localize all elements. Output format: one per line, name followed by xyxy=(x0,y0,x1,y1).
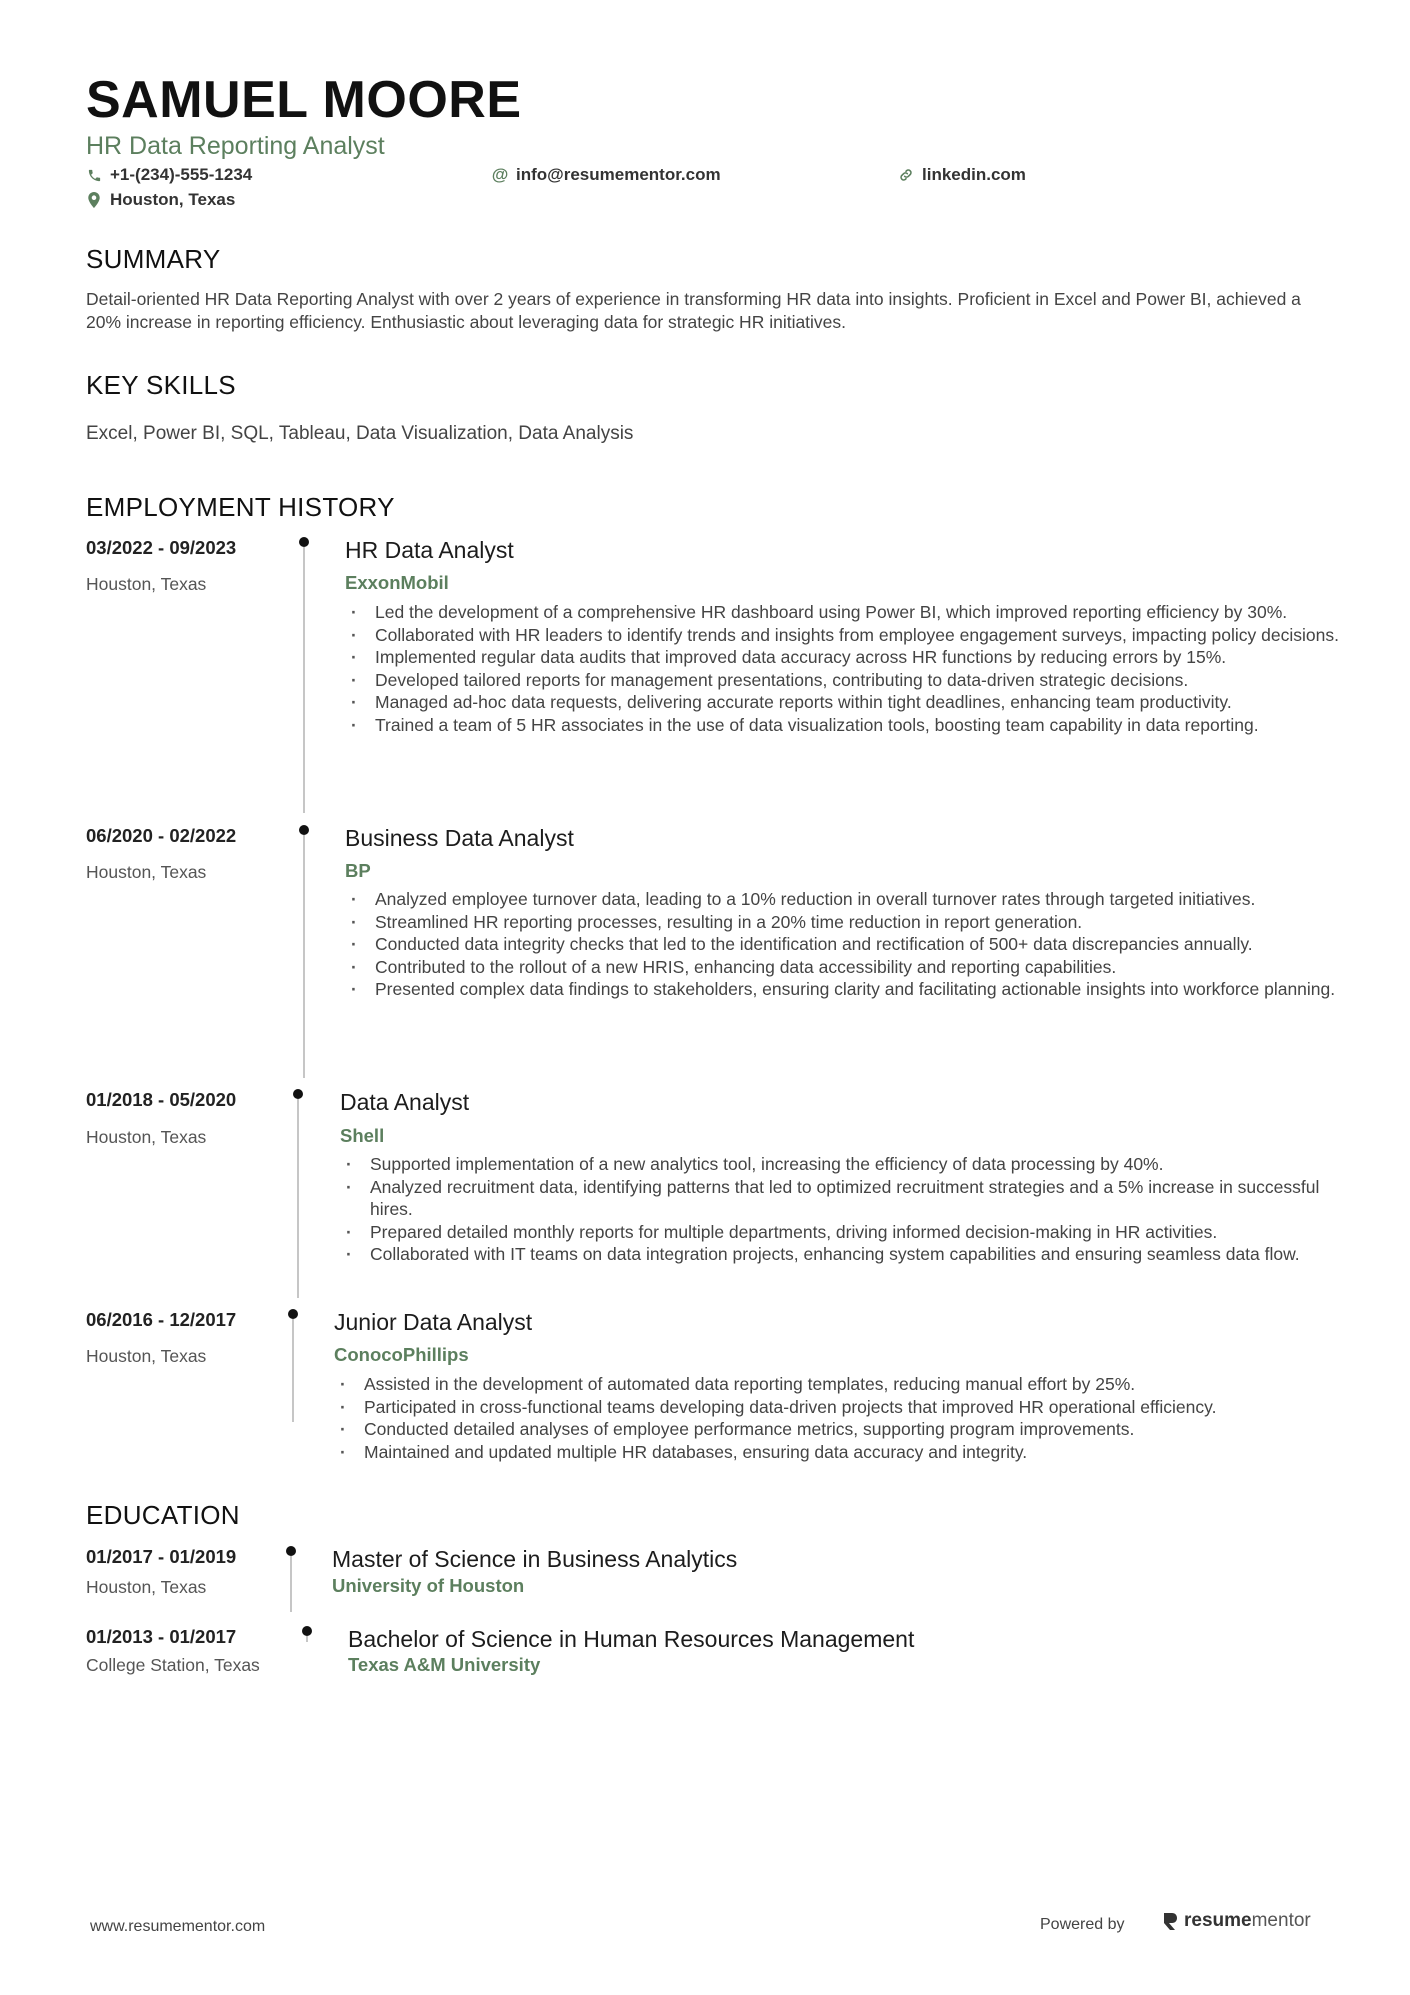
list-item: · Streamlined HR reporting processes, resulting in a 20% time reduction in report generation. xyxy=(345,911,1345,934)
footer-url[interactable]: www.resumementor.com xyxy=(90,1918,266,1935)
list-item: · Led the development of a comprehensive HR dashboard using Power BI, which improved reporting efficiency by 30%. xyxy=(345,601,1345,624)
timeline-dot xyxy=(288,1309,298,1319)
timeline-dot xyxy=(299,825,309,835)
job-title: Business Data Analyst xyxy=(345,825,574,851)
list-item: · Presented complex data findings to stakeholders, ensuring clarity and facilitating actionable insights into workforce planning. xyxy=(345,978,1345,1001)
education-location: College Station, Texas xyxy=(86,1655,260,1675)
brand-light: mentor xyxy=(1251,1910,1311,1931)
education-school: University of Houston xyxy=(332,1575,525,1596)
contact-linkedin xyxy=(898,165,1026,185)
brand-logo[interactable] xyxy=(1162,1910,1311,1932)
job-dates: 06/2016 - 12/2017 xyxy=(86,1309,237,1330)
skills-text: Excel, Power BI, SQL, Tableau, Data Visualization, Data Analysis xyxy=(86,423,634,444)
list-item: · Participated in cross-functional teams developing data-driven projects that improved HR operational efficiency. xyxy=(334,1396,1344,1419)
list-item: · Managed ad-hoc data requests, delivering accurate reports within tight deadlines, enhancing team productivity. xyxy=(345,691,1345,714)
job-bullets xyxy=(334,1373,1344,1463)
list-item: · Conducted detailed analyses of employee performance metrics, supporting program improvements. xyxy=(334,1418,1344,1441)
job-company: BP xyxy=(345,860,371,881)
brand-bold: resume xyxy=(1184,1910,1252,1931)
job-company: Shell xyxy=(340,1125,385,1146)
list-item: · Supported implementation of a new analytics tool, increasing the efficiency of data processing by 40%. xyxy=(340,1153,1345,1176)
list-item: · Trained a team of 5 HR associates in the use of data visualization tools, boosting team capability in data reporting. xyxy=(345,714,1345,737)
job-bullets xyxy=(340,1153,1345,1266)
list-item: · Collaborated with HR leaders to identify trends and insights from employee engagement surveys, impacting policy decisions. xyxy=(345,624,1345,647)
map-pin-icon xyxy=(86,192,102,208)
email-text[interactable]: info@resumementor.com xyxy=(516,165,721,184)
timeline-line xyxy=(306,1636,308,1642)
job-location: Houston, Texas xyxy=(86,1127,207,1147)
list-item: · Assisted in the development of automated data reporting templates, reducing manual effort by 25%. xyxy=(334,1373,1344,1396)
contact-phone xyxy=(86,165,252,185)
education-degree: Master of Science in Business Analytics xyxy=(332,1546,738,1572)
link-icon xyxy=(898,167,914,183)
timeline-line xyxy=(292,1319,294,1422)
summary-text: Detail-oriented HR Data Reporting Analyst with over 2 years of experience in transforming HR data into insights. Proficient in Excel and Power BI, achieved a 20% increase in reporting efficiency. Enthusiastic about leveraging data for strategic HR initiatives. xyxy=(86,289,1301,332)
candidate-title: HR Data Reporting Analyst xyxy=(86,132,385,160)
list-item: · Analyzed employee turnover data, leading to a 10% reduction in overall turnover rates through targeted initiatives. xyxy=(345,888,1345,911)
job-dates: 06/2020 - 02/2022 xyxy=(86,825,237,846)
education-school: Texas A&M University xyxy=(348,1654,541,1675)
job-company: ConocoPhillips xyxy=(334,1344,469,1365)
education-dates: 01/2013 - 01/2017 xyxy=(86,1626,237,1647)
timeline-dot xyxy=(299,537,309,547)
timeline-line xyxy=(303,835,305,1078)
list-item: · Analyzed recruitment data, identifying patterns that led to optimized recruitment strategies and a 5% increase in successful hires. xyxy=(340,1176,1345,1221)
job-location: Houston, Texas xyxy=(86,574,207,594)
resumementor-logo-icon xyxy=(1162,1911,1178,1931)
job-title: Junior Data Analyst xyxy=(334,1309,533,1335)
job-dates: 03/2022 - 09/2023 xyxy=(86,537,237,558)
location-text: Houston, Texas xyxy=(110,190,236,209)
education-degree: Bachelor of Science in Human Resources Management xyxy=(348,1626,915,1652)
job-location: Houston, Texas xyxy=(86,862,207,882)
list-item: · Prepared detailed monthly reports for multiple departments, driving informed decision-making in HR activities. xyxy=(340,1221,1345,1244)
job-title: Data Analyst xyxy=(340,1089,470,1115)
list-item: · Collaborated with IT teams on data integration projects, enhancing system capabilities and ensuring seamless data flow. xyxy=(340,1243,1345,1266)
job-dates: 01/2018 - 05/2020 xyxy=(86,1089,237,1110)
job-company: ExxonMobil xyxy=(345,572,449,593)
phone-text: +1-(234)-555-1234 xyxy=(110,165,253,184)
employment-heading: EMPLOYMENT HISTORY xyxy=(86,492,395,522)
summary-heading: SUMMARY xyxy=(86,244,221,274)
job-title: HR Data Analyst xyxy=(345,537,514,563)
job-bullets xyxy=(345,601,1345,737)
linkedin-text[interactable]: linkedin.com xyxy=(922,165,1026,184)
timeline-dot xyxy=(293,1089,303,1099)
job-bullets xyxy=(345,888,1345,1001)
contact-email xyxy=(492,165,721,185)
education-dates: 01/2017 - 01/2019 xyxy=(86,1546,237,1567)
list-item: · Contributed to the rollout of a new HRIS, enhancing data accessibility and reporting capabilities. xyxy=(345,956,1345,979)
education-heading: EDUCATION xyxy=(86,1500,240,1530)
job-location: Houston, Texas xyxy=(86,1346,207,1366)
powered-by-label: Powered by xyxy=(1040,1916,1125,1933)
timeline-dot xyxy=(302,1626,312,1636)
contact-location xyxy=(86,190,235,210)
at-sign-icon: @ xyxy=(491,165,509,184)
list-item: · Conducted data integrity checks that led to the identification and rectification of 500+ data discrepancies annually. xyxy=(345,933,1345,956)
skills-heading: KEY SKILLS xyxy=(86,370,236,400)
list-item: · Developed tailored reports for management presentations, contributing to data-driven strategic decisions. xyxy=(345,669,1345,692)
phone-icon xyxy=(86,167,102,183)
timeline-line xyxy=(303,547,305,813)
timeline-dot xyxy=(286,1546,296,1556)
list-item: · Maintained and updated multiple HR databases, ensuring data accuracy and integrity. xyxy=(334,1441,1344,1464)
list-item: · Implemented regular data audits that improved data accuracy across HR functions by reducing errors by 15%. xyxy=(345,646,1345,669)
candidate-name: SAMUEL MOORE xyxy=(86,71,522,129)
education-location: Houston, Texas xyxy=(86,1577,207,1597)
timeline-line xyxy=(297,1099,299,1298)
timeline-line xyxy=(290,1556,292,1612)
